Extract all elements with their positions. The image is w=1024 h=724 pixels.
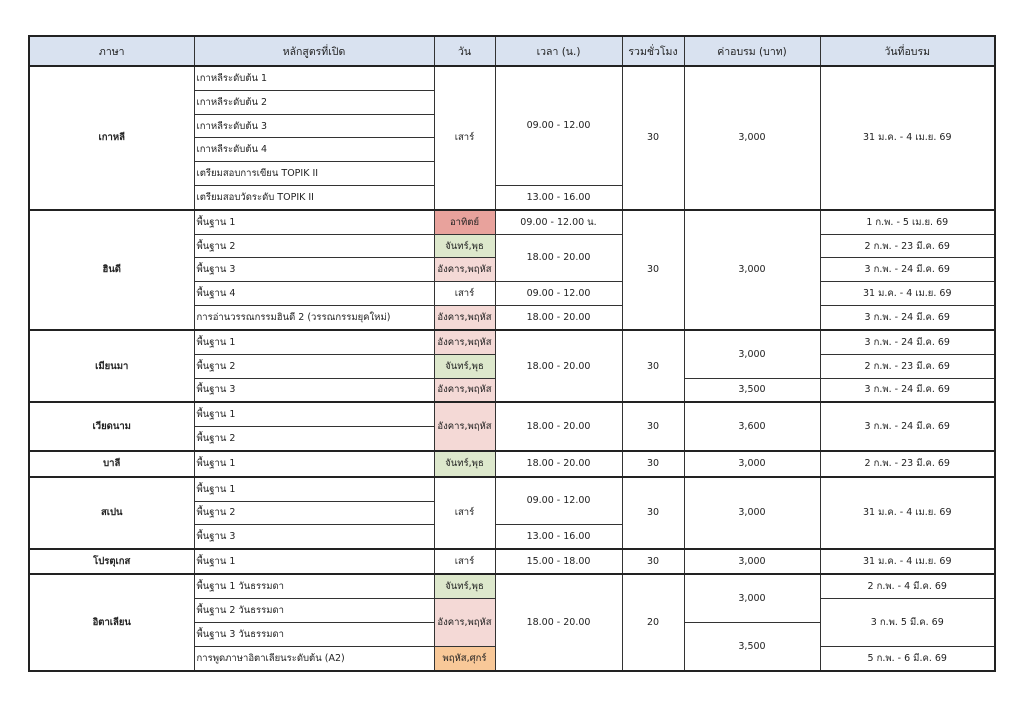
time-cell: 09.00 - 12.00 [495, 282, 622, 306]
course-cell: พื้นฐาน 3 [194, 525, 434, 549]
table-row [29, 451, 995, 476]
course-cell: พื้นฐาน 2 [194, 234, 434, 258]
dates-cell: 31 ม.ค. - 4 เม.ย. 69 [820, 66, 995, 210]
time-cell: 13.00 - 16.00 [495, 185, 622, 209]
language-myanmar: เมียนมา [29, 330, 194, 403]
course-cell: เกาหลีระดับต้น 4 [194, 138, 434, 162]
language-vietnamese: เวียดนาม [29, 402, 194, 451]
fee-cell: 3,000 [684, 330, 820, 378]
hours-cell: 30 [622, 210, 684, 330]
day-cell: จันทร์,พุธ [434, 354, 495, 378]
time-cell: 09.00 - 12.00 [495, 477, 622, 525]
language-portuguese: โปรตุเกส [29, 549, 194, 574]
fee-cell: 3,500 [684, 378, 820, 402]
dates-cell: 5 ก.พ. - 6 มี.ค. 69 [820, 646, 995, 671]
table-row [29, 549, 995, 574]
course-cell: พื้นฐาน 1 [194, 402, 434, 426]
header-row [29, 36, 995, 66]
course-cell: การอ่านวรรณกรรมฮินดี 2 (วรรณกรรมยุคใหม่) [194, 305, 434, 329]
course-cell: พื้นฐาน 1 [194, 210, 434, 234]
fee-cell: 3,000 [684, 451, 820, 476]
fee-cell: 3,500 [684, 623, 820, 671]
dates-cell: 2 ก.พ. - 23 มี.ค. 69 [820, 354, 995, 378]
day-cell: อังคาร,พฤหัส [434, 599, 495, 646]
course-cell: พื้นฐาน 1 วันธรรมดา [194, 574, 434, 598]
hours-cell: 30 [622, 549, 684, 574]
day-cell: จันทร์,พุธ [434, 574, 495, 598]
table-row [29, 330, 995, 354]
time-cell: 18.00 - 20.00 [495, 402, 622, 451]
course-cell: พื้นฐาน 3 [194, 258, 434, 282]
dates-cell: 1 ก.พ. - 5 เม.ย. 69 [820, 210, 995, 234]
time-cell: 18.00 - 20.00 [495, 574, 622, 671]
dates-cell: 3 ก.พ. - 24 มี.ค. 69 [820, 378, 995, 402]
hours-cell: 30 [622, 451, 684, 476]
time-cell: 15.00 - 18.00 [495, 549, 622, 574]
header-language: ภาษา [29, 36, 194, 66]
day-cell: เสาร์ [434, 66, 495, 210]
day-cell: จันทร์,พุธ [434, 451, 495, 476]
course-cell: เตรียมสอบการเขียน TOPIK II [194, 162, 434, 186]
course-schedule-table [28, 35, 996, 672]
time-cell: 18.00 - 20.00 [495, 451, 622, 476]
header-fee: ค่าอบรม (บาท) [684, 36, 820, 66]
hours-cell: 30 [622, 330, 684, 403]
header-time: เวลา (น.) [495, 36, 622, 66]
table-row [29, 66, 995, 90]
day-cell: อังคาร,พฤหัส [434, 305, 495, 329]
table-row [29, 402, 995, 426]
time-cell: 09.00 - 12.00 น. [495, 210, 622, 234]
course-cell: พื้นฐาน 1 [194, 549, 434, 574]
dates-cell: 3 ก.พ. 5 มี.ค. 69 [820, 599, 995, 646]
time-cell: 18.00 - 20.00 [495, 330, 622, 403]
day-cell: อังคาร,พฤหัส [434, 402, 495, 451]
hours-cell: 30 [622, 477, 684, 550]
header-dates: วันที่อบรม [820, 36, 995, 66]
fee-cell: 3,000 [684, 66, 820, 210]
fee-cell: 3,000 [684, 574, 820, 622]
course-cell: พื้นฐาน 2 [194, 501, 434, 525]
language-korean: เกาหลี [29, 66, 194, 210]
day-cell: อังคาร,พฤหัส [434, 330, 495, 354]
dates-cell: 3 ก.พ. - 24 มี.ค. 69 [820, 258, 995, 282]
table-row [29, 210, 995, 234]
table-row [29, 574, 995, 598]
hours-cell: 20 [622, 574, 684, 671]
time-cell: 18.00 - 20.00 [495, 305, 622, 329]
header-day: วัน [434, 36, 495, 66]
dates-cell: 3 ก.พ. - 24 มี.ค. 69 [820, 402, 995, 451]
dates-cell: 2 ก.พ. - 23 มี.ค. 69 [820, 451, 995, 476]
time-cell: 09.00 - 12.00 [495, 66, 622, 185]
course-cell: เกาหลีระดับต้น 1 [194, 66, 434, 90]
day-cell: เสาร์ [434, 477, 495, 550]
dates-cell: 3 ก.พ. - 24 มี.ค. 69 [820, 330, 995, 354]
fee-cell: 3,000 [684, 210, 820, 330]
dates-cell: 31 ม.ค. - 4 เม.ย. 69 [820, 549, 995, 574]
fee-cell: 3,000 [684, 549, 820, 574]
language-spanish: สเปน [29, 477, 194, 550]
dates-cell: 2 ก.พ. - 23 มี.ค. 69 [820, 234, 995, 258]
fee-cell: 3,000 [684, 477, 820, 550]
day-cell: จันทร์,พุธ [434, 234, 495, 258]
course-cell: พื้นฐาน 3 วันธรรมดา [194, 623, 434, 647]
fee-cell: 3,600 [684, 402, 820, 451]
hours-cell: 30 [622, 402, 684, 451]
course-cell: พื้นฐาน 2 วันธรรมดา [194, 599, 434, 623]
header-hours: รวมชั่วโมง [622, 36, 684, 66]
course-cell: พื้นฐาน 4 [194, 282, 434, 306]
course-cell: พื้นฐาน 2 [194, 354, 434, 378]
course-cell: พื้นฐาน 1 [194, 477, 434, 501]
table-row [29, 477, 995, 501]
dates-cell: 2 ก.พ. - 4 มี.ค. 69 [820, 574, 995, 598]
dates-cell: 31 ม.ค. - 4 เม.ย. 69 [820, 477, 995, 550]
day-cell: อังคาร,พฤหัส [434, 258, 495, 282]
time-cell: 18.00 - 20.00 [495, 234, 622, 281]
dates-cell: 31 ม.ค. - 4 เม.ย. 69 [820, 282, 995, 306]
course-cell: พื้นฐาน 2 [194, 427, 434, 451]
dates-cell: 3 ก.พ. - 24 มี.ค. 69 [820, 305, 995, 329]
course-cell: พื้นฐาน 1 [194, 451, 434, 476]
hours-cell: 30 [622, 66, 684, 210]
day-cell: พฤหัส,ศุกร์ [434, 646, 495, 671]
course-cell: พื้นฐาน 3 [194, 378, 434, 402]
header-course: หลักสูตรที่เปิด [194, 36, 434, 66]
day-cell: เสาร์ [434, 549, 495, 574]
language-hindi: ฮินดี [29, 210, 194, 330]
course-cell: เกาหลีระดับต้น 3 [194, 114, 434, 138]
language-italian: อิตาเลียน [29, 574, 194, 671]
day-cell: อังคาร,พฤหัส [434, 378, 495, 402]
course-cell: พื้นฐาน 1 [194, 330, 434, 354]
day-cell: เสาร์ [434, 282, 495, 306]
course-cell: เกาหลีระดับต้น 2 [194, 90, 434, 114]
language-pali: บาลี [29, 451, 194, 476]
course-cell: เตรียมสอบวัดระดับ TOPIK II [194, 185, 434, 209]
day-cell: อาทิตย์ [434, 210, 495, 234]
time-cell: 13.00 - 16.00 [495, 525, 622, 549]
course-cell: การพูดภาษาอิตาเลียนระดับต้น (A2) [194, 646, 434, 671]
